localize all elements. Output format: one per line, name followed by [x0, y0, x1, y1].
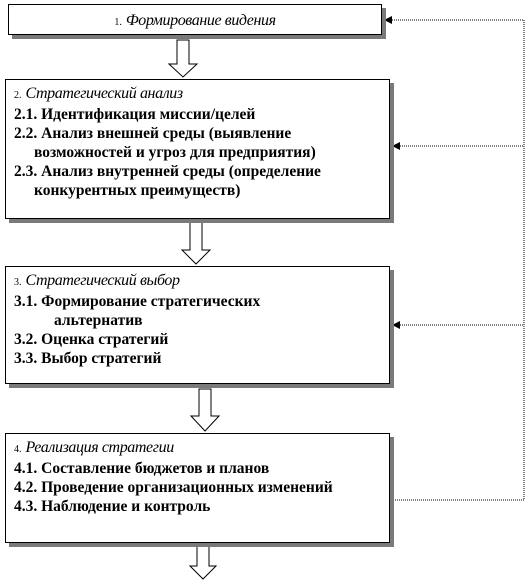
step-2-title: Стратегический анализ [25, 85, 183, 102]
step-2-number: 2. [14, 90, 22, 101]
step-4-item: 4.1. Составление бюджетов и планов [14, 460, 270, 477]
step-2-item: 2.3. Анализ внутренней среды (определение [14, 163, 321, 180]
step-4-title: Реализация стратегии [25, 439, 174, 456]
step-2-item-continuation: конкурентных преимуществ) [34, 182, 241, 199]
step-4-number: 4. [14, 444, 22, 455]
step-3-item: 3.1. Формирование стратегических [14, 293, 261, 310]
step-2-item-continuation: возможностей и угроз для предприятия) [34, 144, 316, 161]
step-1-box [8, 4, 382, 35]
step-2-item: 2.2. Анализ внешней среды (выявление [14, 125, 292, 142]
step-3-item: 3.2. Оценка стратегий [14, 331, 169, 348]
arrowhead-to-box2 [392, 142, 400, 150]
down-arrow-4 [190, 546, 216, 579]
arrowhead-to-box3 [392, 321, 400, 329]
step-3-box [5, 266, 390, 384]
arrowhead-to-box1 [384, 16, 392, 24]
step-2-box [5, 79, 390, 219]
step-3-item-continuation: альтернатив [54, 312, 143, 329]
step-1-title: Формирование видения [125, 12, 276, 29]
down-arrow-1 [169, 40, 197, 77]
step-4-item: 4.2. Проведение организационных изменений [14, 479, 333, 496]
down-arrow-3 [191, 389, 219, 431]
step-2-item: 2.1. Идентификация миссии/целей [14, 106, 256, 123]
step-3-title: Стратегический выбор [25, 272, 180, 289]
step-1-number: 1. [114, 17, 122, 28]
down-arrow-2 [182, 222, 210, 264]
step-4-item: 4.3. Наблюдение и контроль [14, 498, 211, 515]
step-3-item: 3.3. Выбор стратегий [14, 350, 162, 367]
step-3-number: 3. [14, 277, 22, 288]
step-4-box [5, 433, 390, 543]
